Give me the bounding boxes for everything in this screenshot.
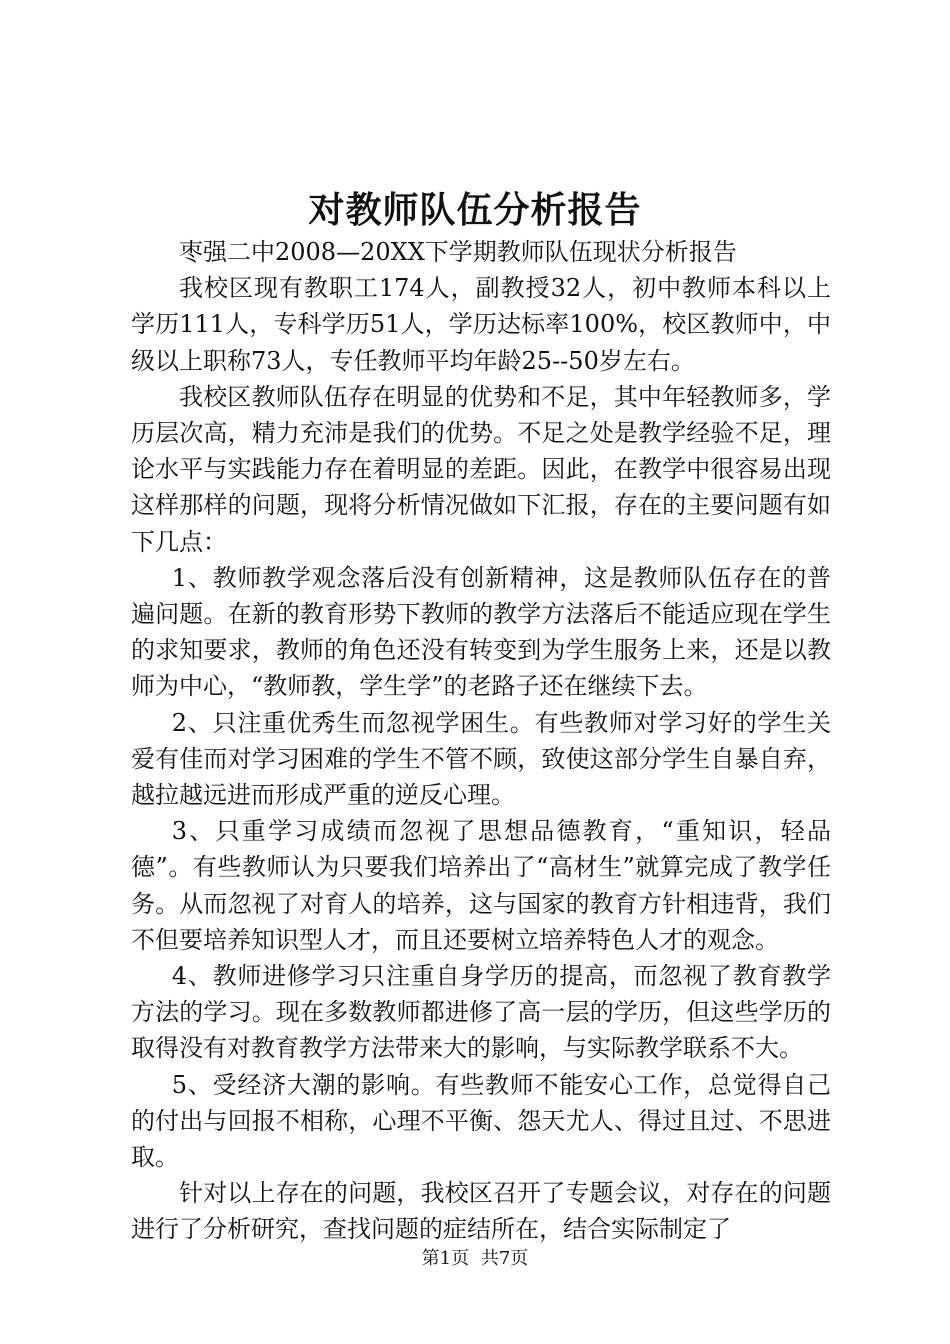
paragraph-issue-1: 1、教师教学观念落后没有创新精神，这是教师队伍存在的普遍问题。在新的教育形势下教师的教学方法落后不能适应现在学生的求知要求，教师的角色还没有转变到为学生服务上来，还是以教师为中心，“教师教，学生学”的老路子还在继续下去。: [131, 563, 831, 701]
document-title: 对教师队伍分析报告: [308, 189, 642, 231]
paragraph-staff-stats: 我校区现有教职工174人，副教授32人，初中教师本科以上学历111人，专科学历51人，学历达标率100%，校区教师中，中级以上职称73人，专任教师平均年龄25--50岁左右。: [131, 274, 831, 375]
paragraph-issue-3: 3、只重学习成绩而忽视了思想品德教育，“重知识，轻品德”。有些教师认为只要我们培养出了“高材生”就算完成了教学任务。从而忽视了对育人的培养，这与国家的教育方针相违背，我们不但要培养知识型人才，而且还要树立培养特色人才的观念。: [131, 817, 831, 954]
paragraph-measures: 针对以上存在的问题，我校区召开了专题会议，对存在的问题进行了分析研究，查找问题的症结所在，结合实际制定了: [131, 1179, 831, 1244]
paragraph-issue-5: 5、受经济大潮的影响。有些教师不能安心工作，总觉得自己的付出与回报不相称，心理不平衡、怨天尤人、得过且过、不思进取。: [131, 1070, 831, 1172]
paragraph-subtitle: 枣强二中2008—20XX下学期教师队伍现状分析报告: [179, 238, 737, 266]
paragraph-strengths-weaknesses: 我校区教师队伍存在明显的优势和不足，其中年轻教师多，学历层次高，精力充沛是我们的优势。不足之处是教学经验不足，理论水平与实践能力存在着明显的差距。因此，在教学中很容易出现这样那样的问题，现将分析情况做如下汇报，存在的主要问题有如下几点：: [131, 382, 831, 556]
paragraph-issue-4: 4、教师进修学习只注重自身学历的提高，而忽视了教育教学方法的学习。现在多数教师都进修了高一层的学历，但这些学历的取得没有对教育教学方法带来大的影响，与实际教学联系不大。: [131, 962, 831, 1063]
document-body: [131, 234, 831, 1248]
paragraph-issue-2: 2、只注重优秀生而忽视学困生。有些教师对学习好的学生关爱有佳而对学习困难的学生不管不顾，致使这部分学生自暴自弃，越拉越远进而形成严重的逆反心理。: [131, 708, 831, 810]
page-number-total: 共7页: [480, 1248, 529, 1269]
page-footer: [0, 1244, 950, 1270]
page-number-current: 第1页: [421, 1248, 470, 1269]
